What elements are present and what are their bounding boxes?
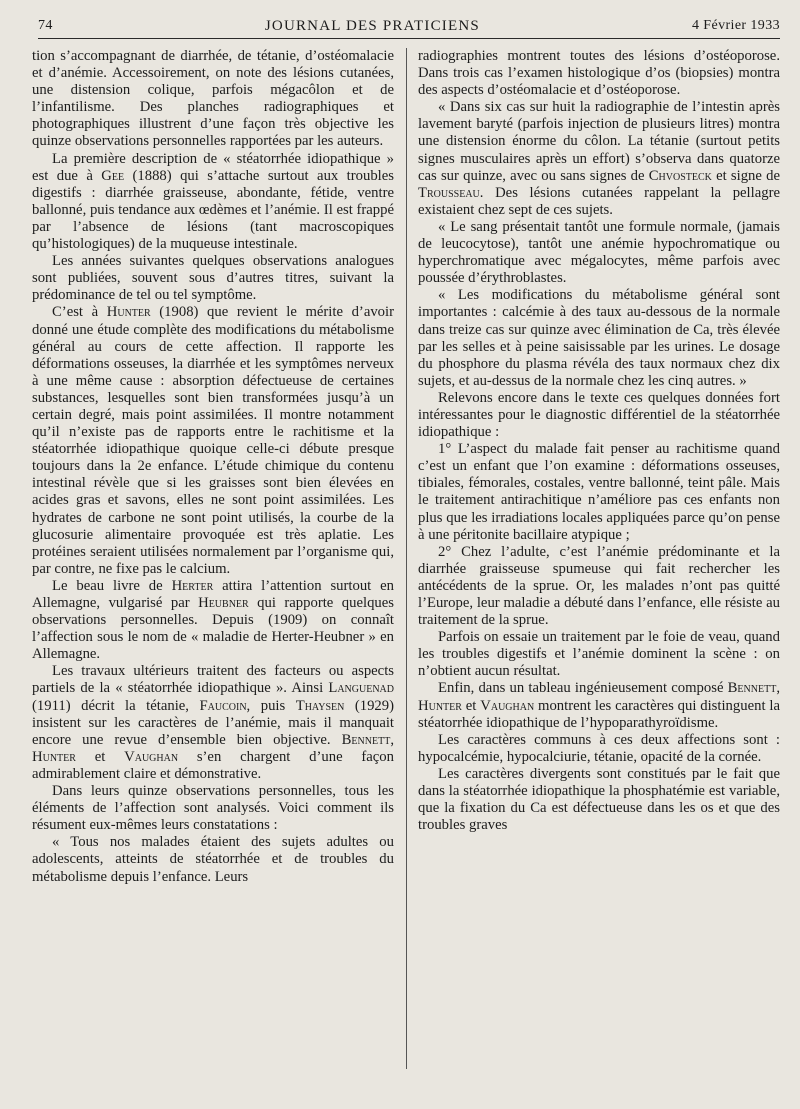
- author-name: Herter: [171, 577, 214, 594]
- paragraph: [418, 390, 780, 441]
- author-name: Hunter: [32, 748, 76, 765]
- author-name: Heubner: [198, 595, 249, 611]
- text-run: , puis: [246, 697, 296, 714]
- paragraph: [32, 151, 394, 254]
- issue-date: 4 Février 1933: [691, 18, 780, 33]
- text-run: et signe de: [711, 167, 780, 184]
- text-run: Dans leurs quinze observations personnelles, tous les éléments de l’affection sont analysés. Voici comment ils résument eux-mêmes leurs constatations :: [32, 783, 394, 834]
- author-name: Faucoin: [199, 697, 247, 714]
- text-run: . Des lésions cutanées rappelant la pellagre existaient chez sept de ces sujets.: [418, 184, 780, 218]
- paragraph: [418, 287, 780, 390]
- text-run: Parfois on essaie un traitement par le foie de veau, quand les troubles digestifs et l’anémie dominent la scène : on n’obtient aucun résultat.: [418, 629, 780, 680]
- text-run: Les caractères divergents sont constitués par le fait que dans la stéatorrhée idiopathique la phosphatémie est variable, que la fixation du Ca est défectueuse dans les os et que des troubles graves: [418, 765, 780, 834]
- text-run: « Dans six cas sur huit la radiographie de l’intestin après lavement baryté (parfois injection de plusieurs litres) montra une distension énorme du côlon. La tétanie (surtout petits signes musculaires après un effort) s’observa dans quatorze cas sur quinze, avec ou sans signes de: [418, 99, 780, 184]
- text-run: 1° L’aspect du malade fait penser au rachitisme quand c’est un enfant que l’on examine : déformations osseuses, tibiales, fémorales, costales, ventre ballonné, teint pâle. Mais le traitement antirachitique n’améliore pas ces enfants non plus que les irradiations locales appliquées parce qu’on pense à une péritonite bacillaire atypique ;: [418, 441, 780, 543]
- text-run: « Tous nos malades étaient des sujets adultes ou adolescents, atteints de stéatorrhée et de troubles du métabolisme depuis l’enfance. Leurs: [32, 834, 394, 885]
- author-name: Bennett: [727, 680, 777, 697]
- right-column: [418, 48, 780, 1101]
- text-run: « Les modifications du métabolisme général sont importantes : calcémie à des taux au-dessous de la normale dans treize cas sur quinze avec élimination de Ca, très élevée par les selles et à peine saisissable par les urines. Le dosage du phosphore du plasma révéla des taux normaux chez dix sujets, et au-dessus de la normale chez les cinq autres. »: [418, 287, 780, 389]
- text-run: (1888) qui s’attache surtout aux troubles digestifs : diarrhée graisseuse, abondante, fétide, ventre ballonné, puis tendance aux œdèmes et l’anémie. Il est frappé par l’absence de lésions (tant macroscopiques qu’histologiques) de la muqueuse intestinale.: [32, 167, 394, 253]
- text-run: Le beau livre de: [52, 577, 172, 594]
- text-run: attira l’attention surtout en Allemagne, vulgarisé par: [32, 577, 394, 611]
- author-name: Vaughan: [124, 748, 179, 765]
- text-run: (1908) que revient le mérite d’avoir donné une étude complète des modifications du métabolisme général au cours de cette affection. Il rapporte les déformations osseuses, la diarrhée et les symptômes nerveux à une même cause : absorption défectueuse de certaines substances, lesquelles sont bien transformées jusqu’à un certain degré, mais point assimilées. Il montre notamment qu’il n’existe pas de rapports entre le rachitisme et la stéatorrhée idiopathique quoique celle-ci débute presque toujours dans la 2e enfance. L’étude chimique du contenu intestinal révèle que si les graisses sont bien élevées en acides gras et savons, elles ne sont point assimilées. Les hydrates de carbone ne sont point utilisés, la courbe de la glucosurie alimentaire provoquée est très aplatie. Les protéines seraient utilisées normalement par l’organisme qui, par contre, ne fixe pas le calcium.: [32, 304, 395, 577]
- text-run: tion s’accompagnant de diarrhée, de tétanie, d’ostéomalacie et d’anémie. Accessoirement, on note des lésions cutanées, une distension colique, parfois mégacôlon et de l’infantilisme. Des planches radiographiques et photographiques illustrent d’une façon très objective les quinze observations personnelles rapportées par les auteurs.: [32, 48, 394, 150]
- text-run: (1911) décrit la tétanie,: [32, 697, 200, 714]
- text-run: montrent les caractères qui distinguent la stéatorrhée idiopathique de l’hypoparathyroïdisme.: [418, 697, 780, 731]
- text-run: « Le sang présentait tantôt une formule normale, (jamais de leucocytose), tantôt une anémie hypochromatique ou hyperchromatique avec mégalocytes, même parfois avec poussée d’érythroblastes.: [418, 218, 780, 287]
- text-run: et: [75, 748, 125, 765]
- author-name: Vaughan: [480, 697, 535, 714]
- paragraph: [418, 544, 780, 629]
- author-name: Trousseau: [418, 184, 480, 201]
- paragraph: [418, 629, 780, 680]
- paragraph: [32, 253, 394, 304]
- text-run: ,: [776, 680, 780, 697]
- text-run: qui rapporte quelques observations personnelles. Depuis (1909) on connaît l’affection sous le nom de « maladie de Herter-Heubner » en Allemagne.: [32, 595, 394, 663]
- paragraph: [32, 578, 394, 663]
- author-name: Thaysen: [295, 697, 345, 714]
- author-name: Chvosteck: [648, 167, 712, 184]
- paragraph: [418, 441, 780, 544]
- page-number: 74: [38, 18, 53, 33]
- text-run: Relevons encore dans le texte ces quelques données fort intéressantes pour le diagnostic différentiel de la stéatorrhée idiopathique :: [418, 389, 780, 441]
- paragraph: [418, 99, 780, 219]
- text-run: C’est à: [52, 304, 107, 321]
- text-run: et: [461, 697, 481, 714]
- author-name: Hunter: [418, 697, 462, 714]
- paragraph: [418, 48, 780, 99]
- running-header: [38, 14, 780, 39]
- author-name: Hunter: [106, 304, 151, 321]
- author-name: Gee: [101, 167, 125, 184]
- text-run: Les années suivantes quelques observations analogues sont publiées, souvent sous d’autres titres, suivant la prédominance de tel ou tel symptôme.: [32, 253, 394, 304]
- journal-title: JOURNAL DES PRATICIENS: [264, 17, 480, 34]
- paragraph: [32, 304, 394, 578]
- text-run: s’en chargent d’une façon admirablement claire et démonstrative.: [32, 748, 394, 782]
- column-divider: [406, 48, 407, 1069]
- paragraph: [32, 783, 394, 834]
- text-run: Enfin, dans un tableau ingénieusement composé: [438, 680, 728, 697]
- paragraph: [32, 48, 394, 151]
- paragraph: [32, 834, 394, 885]
- author-name: Bennett: [341, 731, 391, 748]
- text-run: La première description de « stéatorrhée idiopathique » est due à: [32, 150, 394, 184]
- paragraph: [32, 663, 394, 783]
- author-name: Languenad: [328, 680, 394, 697]
- text-run: 2° Chez l’adulte, c’est l’anémie prédominante et la diarrhée graisseuse spumeuse qui fait rechercher les antécédents de la sprue. Or, les malades n’ont pas quitté l’Europe, leur maladie a débuté dans l’enfance, elle résiste au traitement de la sprue.: [418, 543, 780, 629]
- paragraph: [418, 732, 780, 766]
- paragraph: [418, 219, 780, 287]
- left-column: [32, 48, 394, 1101]
- text-run: ,: [390, 731, 394, 748]
- text-run: Les travaux ultérieurs traitent des facteurs ou aspects partiels de la « stéatorrhée idiopathique ». Ainsi: [32, 663, 394, 697]
- text-run: (1929) insistent sur les caractères de l’anémie, mais il manquait encore une revue d’ensemble bien objective.: [32, 697, 395, 748]
- text-run: Les caractères communs à ces deux affections sont : hypocalcémie, hypocalciurie, tétanie, opacité de la cornée.: [418, 731, 780, 765]
- text-run: radiographies montrent toutes des lésions d’ostéoporose. Dans trois cas l’examen histologique d’os (biopsies) montra des aspects d’ostéomalacie et d’ostéoporose.: [418, 48, 780, 99]
- paragraph: [418, 680, 780, 731]
- paragraph: [418, 766, 780, 834]
